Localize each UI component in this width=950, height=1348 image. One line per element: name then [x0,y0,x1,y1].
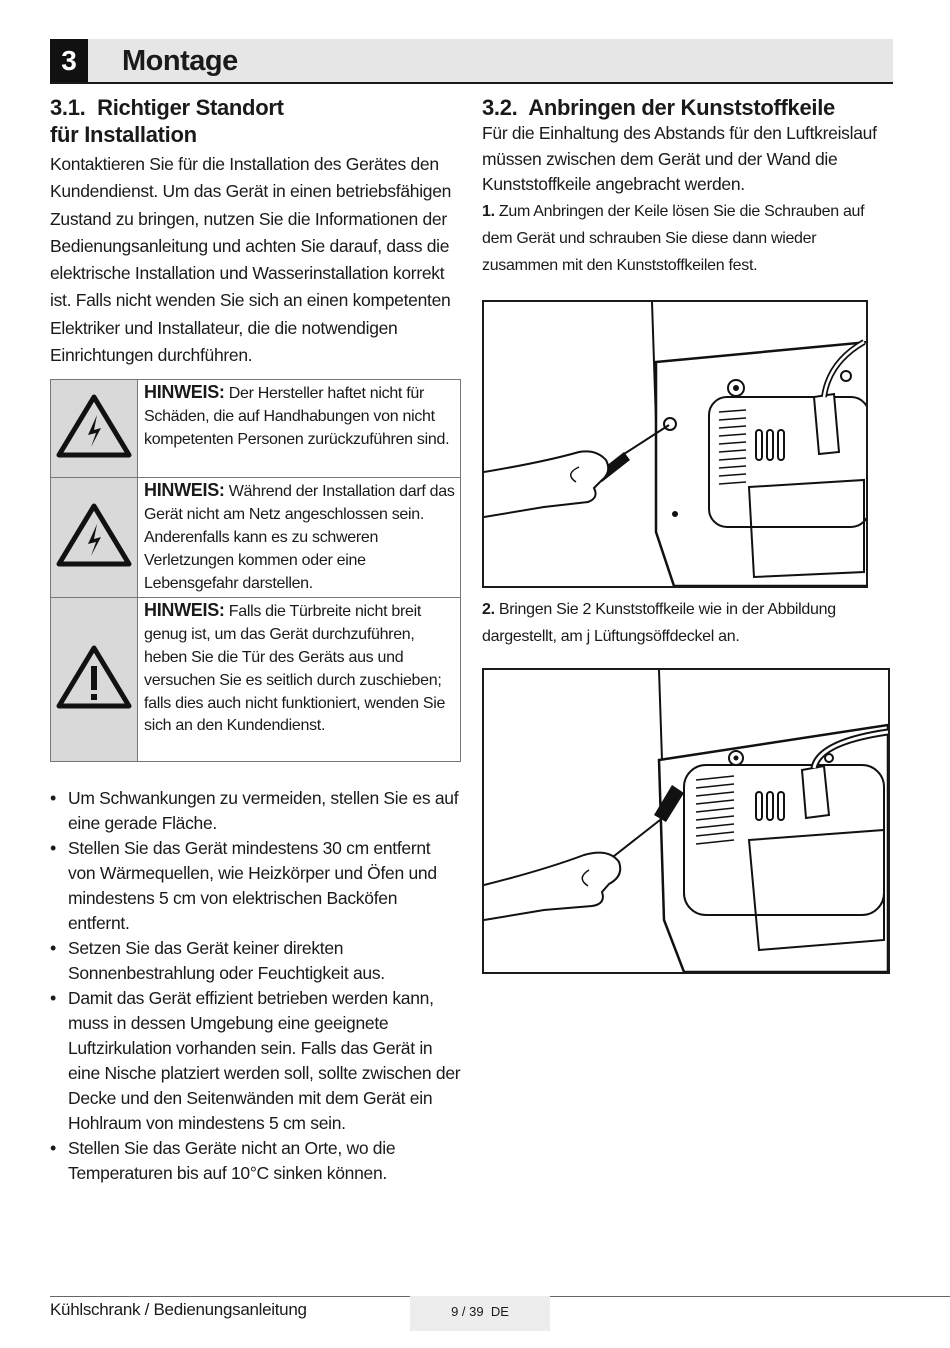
step-1-text: Zum Anbringen der Keile lösen Sie die Schrauben auf dem Gerät und schrauben Sie diese dann wieder zusammen mit den Kunststoffkeilen fest. [482,202,865,274]
list-item: • Um Schwankungen zu vermeiden, stellen Sie es auf eine gerade Fläche. [50,786,462,836]
note-row [51,380,461,478]
section-3-1-title-line1: 3.1. Richtiger Standort [50,95,284,120]
left-column [50,94,462,1186]
section-3-2-intro: Für die Einhaltung des Abstands für den Luftkreislauf müssen zwischen dem Gerät und der Wand die Kunststoffkeile angebracht werden. [482,123,877,194]
list-item: • Damit das Gerät effizient betrieben werden kann, muss in dessen Umgebung eine geeignete Luftzirkulation vorhanden sein. Falls das Gerät in eine Nische platziert werden soll, sollte zwischen der Decke und den Seitenwänden mit dem Gerät ein Hohlraum von mindestens 5 cm sein. [50,986,462,1136]
section-3-2-title: 3.2. Anbringen der Kunststoffkeile [482,95,835,120]
note-body: Während der Installation darf das Gerät nicht am Netz angeschlossen sein. Anderenfalls kann es zu schweren Verletzungen kommen oder eine Lebensgefahr darstellen. [144,483,455,592]
exclamation-warning-icon [56,644,132,710]
note-label: HINWEIS: [144,480,225,501]
step-1-number: 1. [482,202,495,220]
note-icon-cell [51,598,138,762]
section-3-1-title [50,94,462,148]
note-label: HINWEIS: [144,600,225,621]
footer-doc-title: Kühlschrank / Bedienungsanleitung [50,1300,307,1319]
right-column [482,94,892,974]
note-text [138,478,461,598]
fridge-back-screw-illustration [484,302,866,586]
figure-step-1 [482,300,868,588]
note-text [138,598,461,762]
list-item: • Stellen Sie das Geräte nicht an Orte, wo die Temperaturen bis auf 10°C sinken können. [50,1136,462,1186]
figure-step-2 [482,668,890,974]
note-icon-cell [51,478,138,598]
section-3-1-body: Kontaktieren Sie für die Installation des Gerätes den Kundendienst. Um das Gerät in einen betriebsfähigen Zustand zu bringen, nutzen Sie die Informationen der Bedienungsanleitung und achten Sie darauf, dass die elektrische Installation und Wasserinstallation korrekt ist. Falls nicht wenden Sie sich an einen kompetenten Elektriker und Installateur, die die notwendigen Einrichtungen durchführen. [50,154,452,366]
step-2-text: Bringen Sie 2 Kunststoffkeile wie in der Abbildung dargestellt, am j Lüftungsöffdeckel an. [482,600,836,645]
list-item: • Stellen Sie das Gerät mindestens 30 cm entfernt von Wärmequellen, wie Heizkörper und Öfen und mindestens 5 cm von elektrischen Backöfen entfernt. [50,836,462,936]
installation-bullets [50,786,462,1186]
electric-warning-icon [56,393,132,459]
chapter-number: 3 [50,39,88,82]
note-label: HINWEIS: [144,382,225,403]
fridge-vent-cover-illustration [484,670,888,972]
notes-table [50,379,461,762]
list-item: • Setzen Sie das Gerät keiner direkten Sonnenbestrahlung oder Feuchtigkeit aus. [50,936,462,986]
note-text [138,380,461,478]
note-row [51,598,461,762]
step-1 [482,198,892,279]
note-body: Der Hersteller haftet nicht für Schäden, die auf Handhabungen von nicht kompetenten Personen zurückzuführen sind. [144,385,450,448]
note-body: Falls die Türbreite nicht breit genug ist, um das Gerät durchzuführen, heben Sie die Tür des Geräts aus und versuchen Sie es seitlich durch zuschieben; falls dies auch nicht funktioniert, wenden Sie sich an den Kundendienst. [144,603,446,735]
electric-warning-icon [56,502,132,568]
section-3-1-title-line2: für Installation [50,122,197,147]
step-2-number: 2. [482,600,495,618]
note-row [51,478,461,598]
note-icon-cell [51,380,138,478]
step-2 [482,596,892,650]
chapter-header [50,39,893,84]
page-number: 9 / 39 DE [410,1296,550,1331]
chapter-title: Montage [122,45,238,77]
